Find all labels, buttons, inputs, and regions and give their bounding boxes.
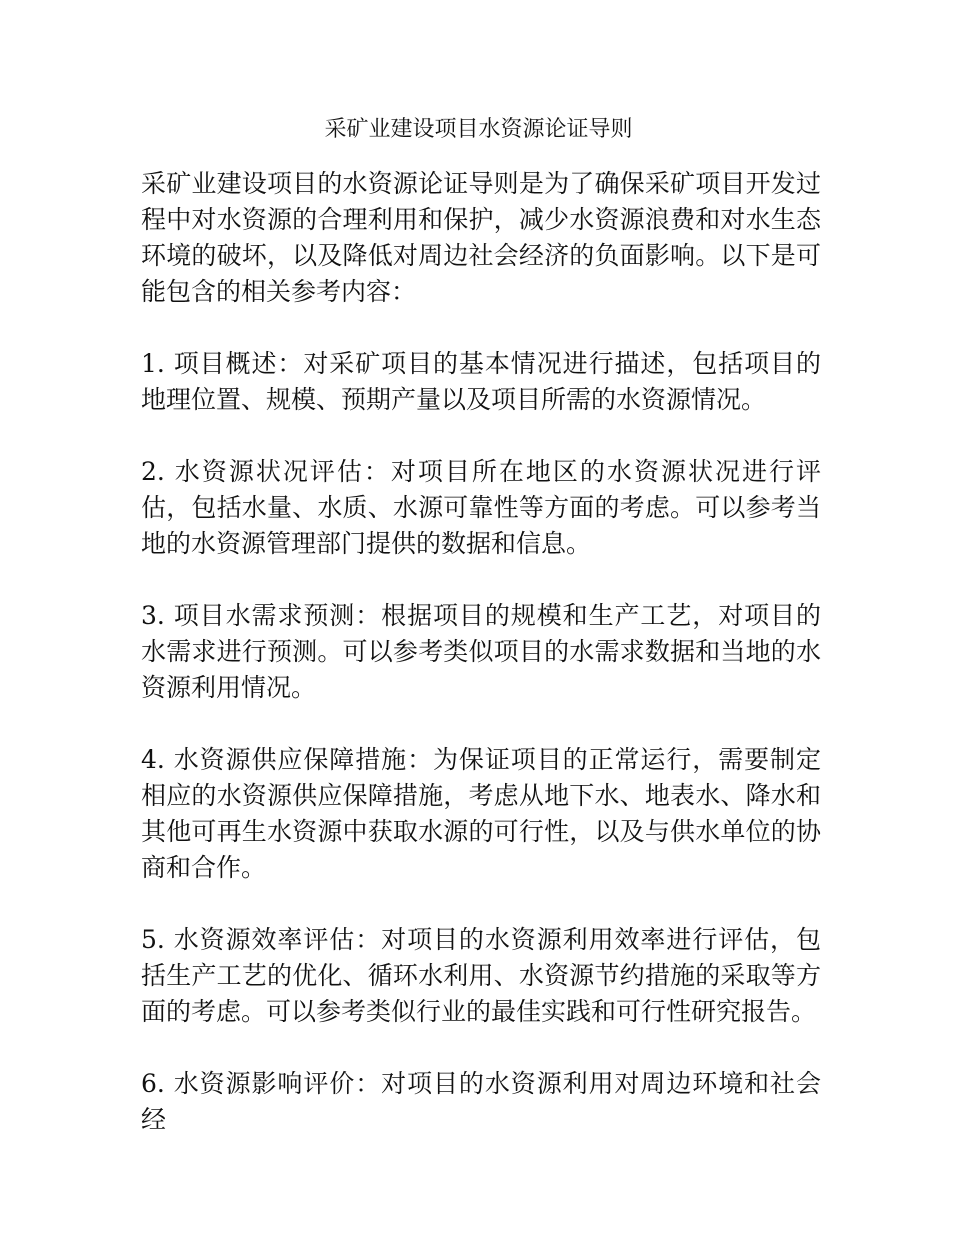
paragraph-item-1: 1. 项目概述：对采矿项目的基本情况进行描述，包括项目的地理位置、规模、预期产量以及项目所需的水资源情况。 xyxy=(141,349,821,414)
paragraph-intro: 采矿业建设项目的水资源论证导则是为了确保采矿项目开发过程中对水资源的合理利用和保护，减少水资源浪费和对水生态环境的破坏，以及降低对周边社会经济的负面影响。以下是可能包含的相关参考内容： xyxy=(141,169,821,306)
paragraph-item-4: 4. 水资源供应保障措施：为保证项目的正常运行，需要制定相应的水资源供应保障措施，考虑从地下水、地表水、降水和其他可再生水资源中获取水源的可行性，以及与供水单位的协商和合作。 xyxy=(141,745,821,882)
paragraph-item-6: 6. 水资源影响评价：对项目的水资源利用对周边环境和社会经 xyxy=(141,1069,821,1134)
paragraph-item-5: 5. 水资源效率评估：对项目的水资源利用效率进行评估，包括生产工艺的优化、循环水利用、水资源节约措施的采取等方面的考虑。可以参考类似行业的最佳实践和可行性研究报告。 xyxy=(141,925,821,1026)
paragraph-item-2: 2. 水资源状况评估：对项目所在地区的水资源状况进行评估，包括水量、水质、水源可靠性等方面的考虑。可以参考当地的水资源管理部门提供的数据和信息。 xyxy=(141,457,821,558)
paragraph-item-3: 3. 项目水需求预测：根据项目的规模和生产工艺，对项目的水需求进行预测。可以参考类似项目的水需求数据和当地的水资源利用情况。 xyxy=(141,601,821,702)
document-body xyxy=(141,166,821,1174)
document-title: 采矿业建设项目水资源论证导则 xyxy=(324,117,633,142)
